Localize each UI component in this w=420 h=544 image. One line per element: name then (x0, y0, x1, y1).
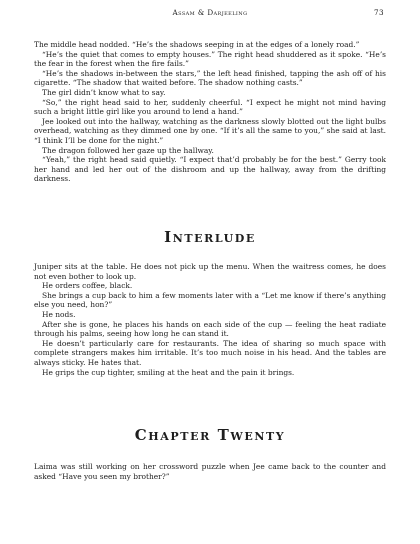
paragraph: He nods. (42, 309, 76, 319)
paragraph: Laima was still working on her crossword puzzle when Jee came back to the counter and asked “Have you seen my brother?” (34, 462, 386, 481)
paragraph: “Yeah,” the right head said quietly. “I expect that’d probably be for the best.” Gerry took her hand and led her out of the dishroom and up the hallway, away from the drifting darkness. (34, 155, 386, 184)
section-heading: Interlude (164, 228, 256, 246)
paragraph: The middle head nodded. “He’s the shadows seeping in at the edges of a lonely road.” (34, 40, 360, 49)
paragraph: The girl didn’t know what to say. (42, 87, 166, 97)
chapter-text (34, 462, 386, 481)
page-number: 73 (374, 8, 384, 17)
paragraph: After she is gone, he places his hands on each side of the cup — feeling the heat radiate through his palms, seeing how long he can stand it. (34, 319, 386, 339)
paragraph: He grips the cup tighter, smiling at the heat and the pain it brings. (42, 367, 295, 377)
paragraph: He orders coffee, black. (42, 281, 133, 291)
running-title: Assam & Darjeeling (172, 8, 248, 17)
paragraph: Jee looked out into the hallway, watching as the darkness slowly blotted out the light bulbs overhead, watching as they dimmed one by one. “If it’s all the same to you,” she said at last. “I think I’ll be done for the night.” (34, 116, 386, 145)
paragraph: “So,” the right head said to her, suddenly cheerful. “I expect he might not mind having such a bright little girl like you around to lend a hand.” (34, 97, 386, 117)
running-header (0, 8, 420, 22)
paragraph: Juniper sits at the table. He does not pick up the menu. When the waitress comes, he does not even bother to look up. (34, 262, 386, 281)
section-one-text (34, 40, 386, 184)
paragraph: The dragon followed her gaze up the hallway. (42, 145, 214, 155)
paragraph: “He’s the quiet that comes to empty houses.” The right head shuddered as it spoke. “He’s the fear in the forest when the fire fails.” (34, 49, 386, 69)
paragraph: “He’s the shadows in-between the stars,” the left head finished, tapping the ash off of his cigarette. “The shadow that waited before. The shadow nothing casts.” (34, 68, 386, 88)
chapter-heading: Chapter Twenty (134, 426, 286, 444)
interlude-text (34, 262, 386, 377)
paragraph: He doesn’t particularly care for restaurants. The idea of sharing so much space with complete strangers makes him irritable. It’s too much noise in his head. And the tables are always sticky. He hates that. (34, 338, 386, 367)
paragraph: She brings a cup back to him a few moments later with a “Let me know if there’s anything else you need, hon?” (34, 290, 386, 310)
